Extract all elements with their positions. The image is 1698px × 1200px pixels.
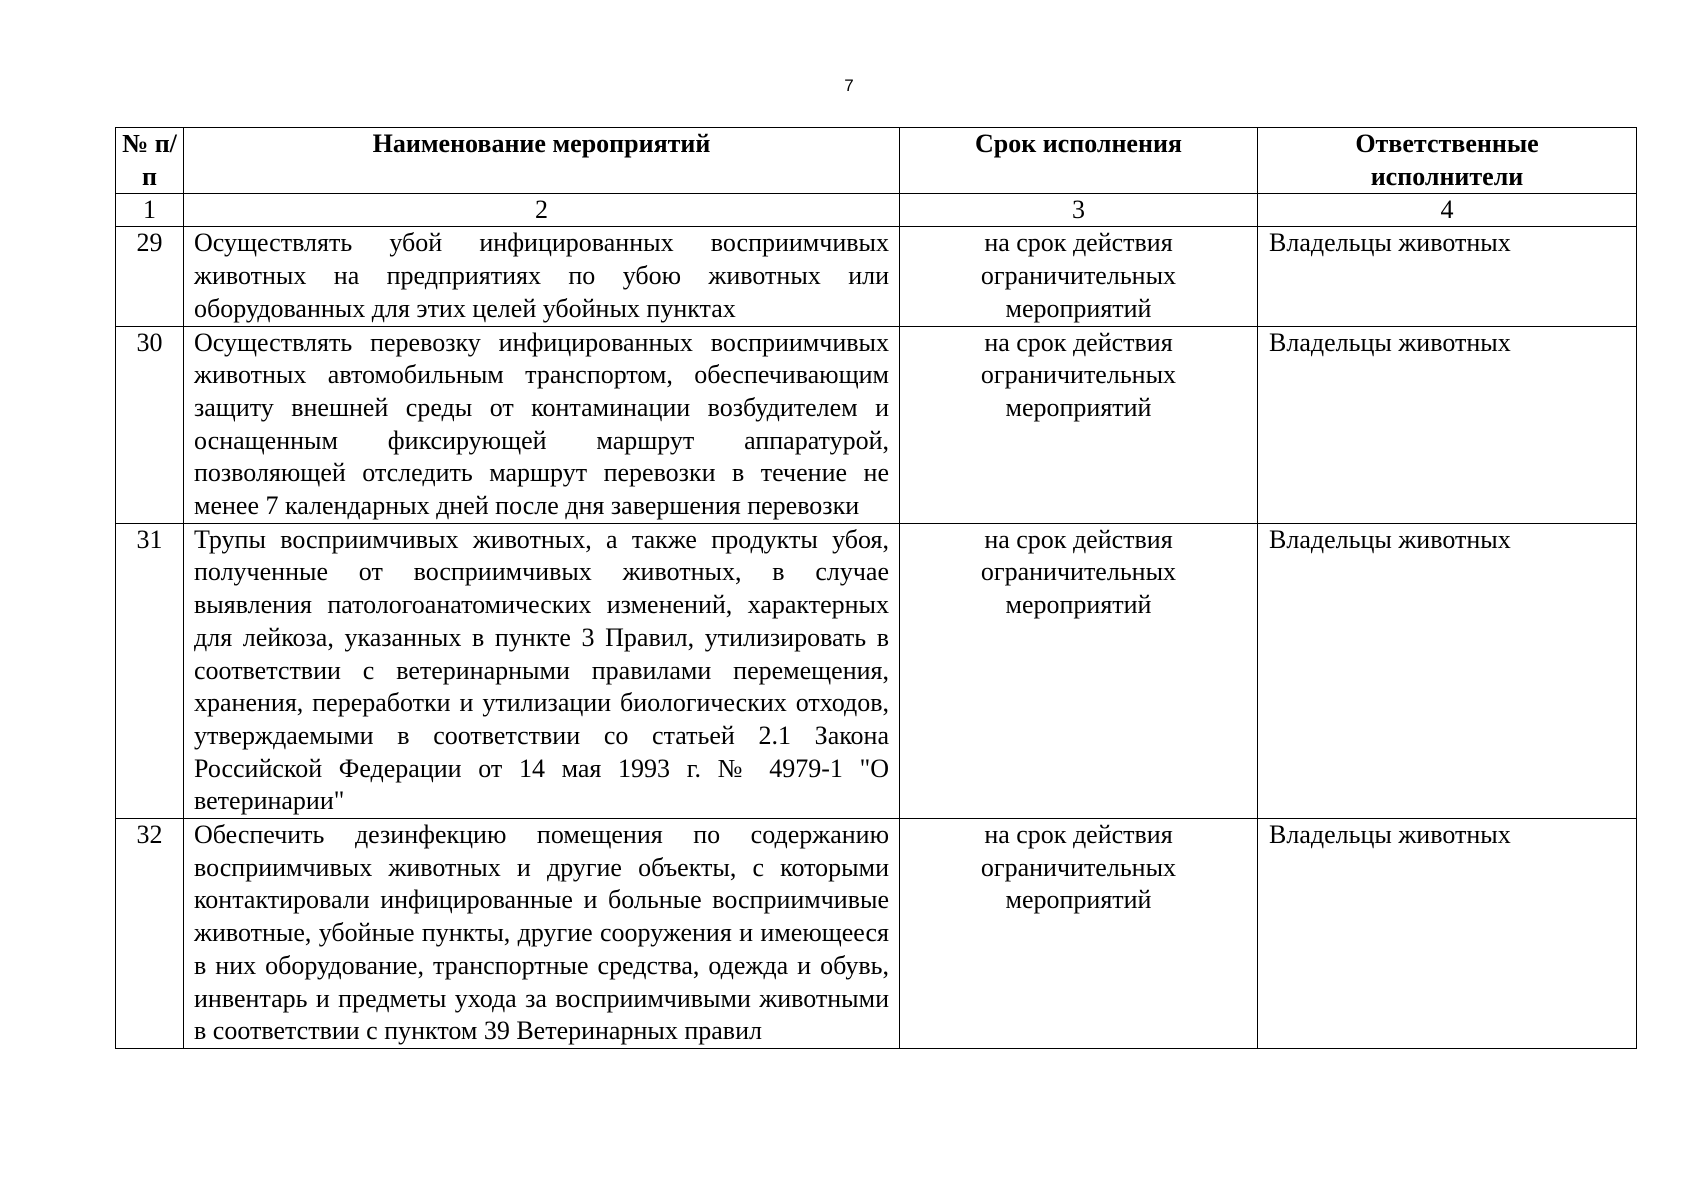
header-term: Срок исполнения xyxy=(900,128,1258,194)
table-header-row xyxy=(116,128,1637,194)
measure-term: на срок действия ограничительных мероприятий xyxy=(900,819,1258,1049)
table-row xyxy=(116,819,1637,1049)
table-row xyxy=(116,326,1637,523)
column-index-row xyxy=(116,194,1637,227)
column-index: 1 xyxy=(116,194,184,227)
table-row xyxy=(116,523,1637,818)
responsible-party: Владельцы животных xyxy=(1258,523,1637,818)
page-number: 7 xyxy=(844,76,854,95)
responsible-party: Владельцы животных xyxy=(1258,326,1637,523)
measure-term: на срок действия ограничительных мероприятий xyxy=(900,326,1258,523)
measure-name: Осуществлять убой инфицированных восприимчивых животных на предприятиях по убою животных или оборудованных для этих целей убойных пунктах xyxy=(184,227,900,326)
column-index: 2 xyxy=(184,194,900,227)
row-number: 29 xyxy=(116,227,184,326)
header-name: Наименование мероприятий xyxy=(184,128,900,194)
table-row xyxy=(116,227,1637,326)
measure-term: на срок действия ограничительных мероприятий xyxy=(900,227,1258,326)
row-number: 32 xyxy=(116,819,184,1049)
responsible-party: Владельцы животных xyxy=(1258,819,1637,1049)
measure-name: Обеспечить дезинфекцию помещения по содержанию восприимчивых животных и другие объекты, с которыми контактировали инфицированные и больные восприимчивые животные, убойные пункты, другие сооружения и имеющееся в них оборудование, транспортные средства, одежда и обувь, инвентарь и предметы ухода за восприимчивыми животными в соответствии с пунктом 39 Ветеринарных правил xyxy=(184,819,900,1049)
header-resp: Ответственные исполнители xyxy=(1258,128,1637,194)
measure-term: на срок действия ограничительных мероприятий xyxy=(900,523,1258,818)
column-index: 4 xyxy=(1258,194,1637,227)
row-number: 31 xyxy=(116,523,184,818)
measure-name: Осуществлять перевозку инфицированных восприимчивых животных автомобильным транспортом, обеспечивающим защиту внешней среды от контаминации возбудителем и оснащенным фиксирующей маршрут аппаратурой, позволяющей отследить маршрут перевозки в течение не менее 7 календарных дней после дня завершения перевозки xyxy=(184,326,900,523)
header-num: № п/п xyxy=(116,128,184,194)
measures-table xyxy=(115,127,1637,1049)
responsible-party: Владельцы животных xyxy=(1258,227,1637,326)
column-index: 3 xyxy=(900,194,1258,227)
row-number: 30 xyxy=(116,326,184,523)
measure-name: Трупы восприимчивых животных, а также продукты убоя, полученные от восприимчивых животных, в случае выявления патологоанатомических изменений, характерных для лейкоза, указанных в пункте 3 Правил, утилизировать в соответствии с ветеринарными правилами перемещения, хранения, переработки и утилизации биологических отходов, утверждаемыми в соответствии со статьей 2.1 Закона Российской Федерации от 14 мая 1993 г. № 4979-1 "О ветеринарии" xyxy=(184,523,900,818)
